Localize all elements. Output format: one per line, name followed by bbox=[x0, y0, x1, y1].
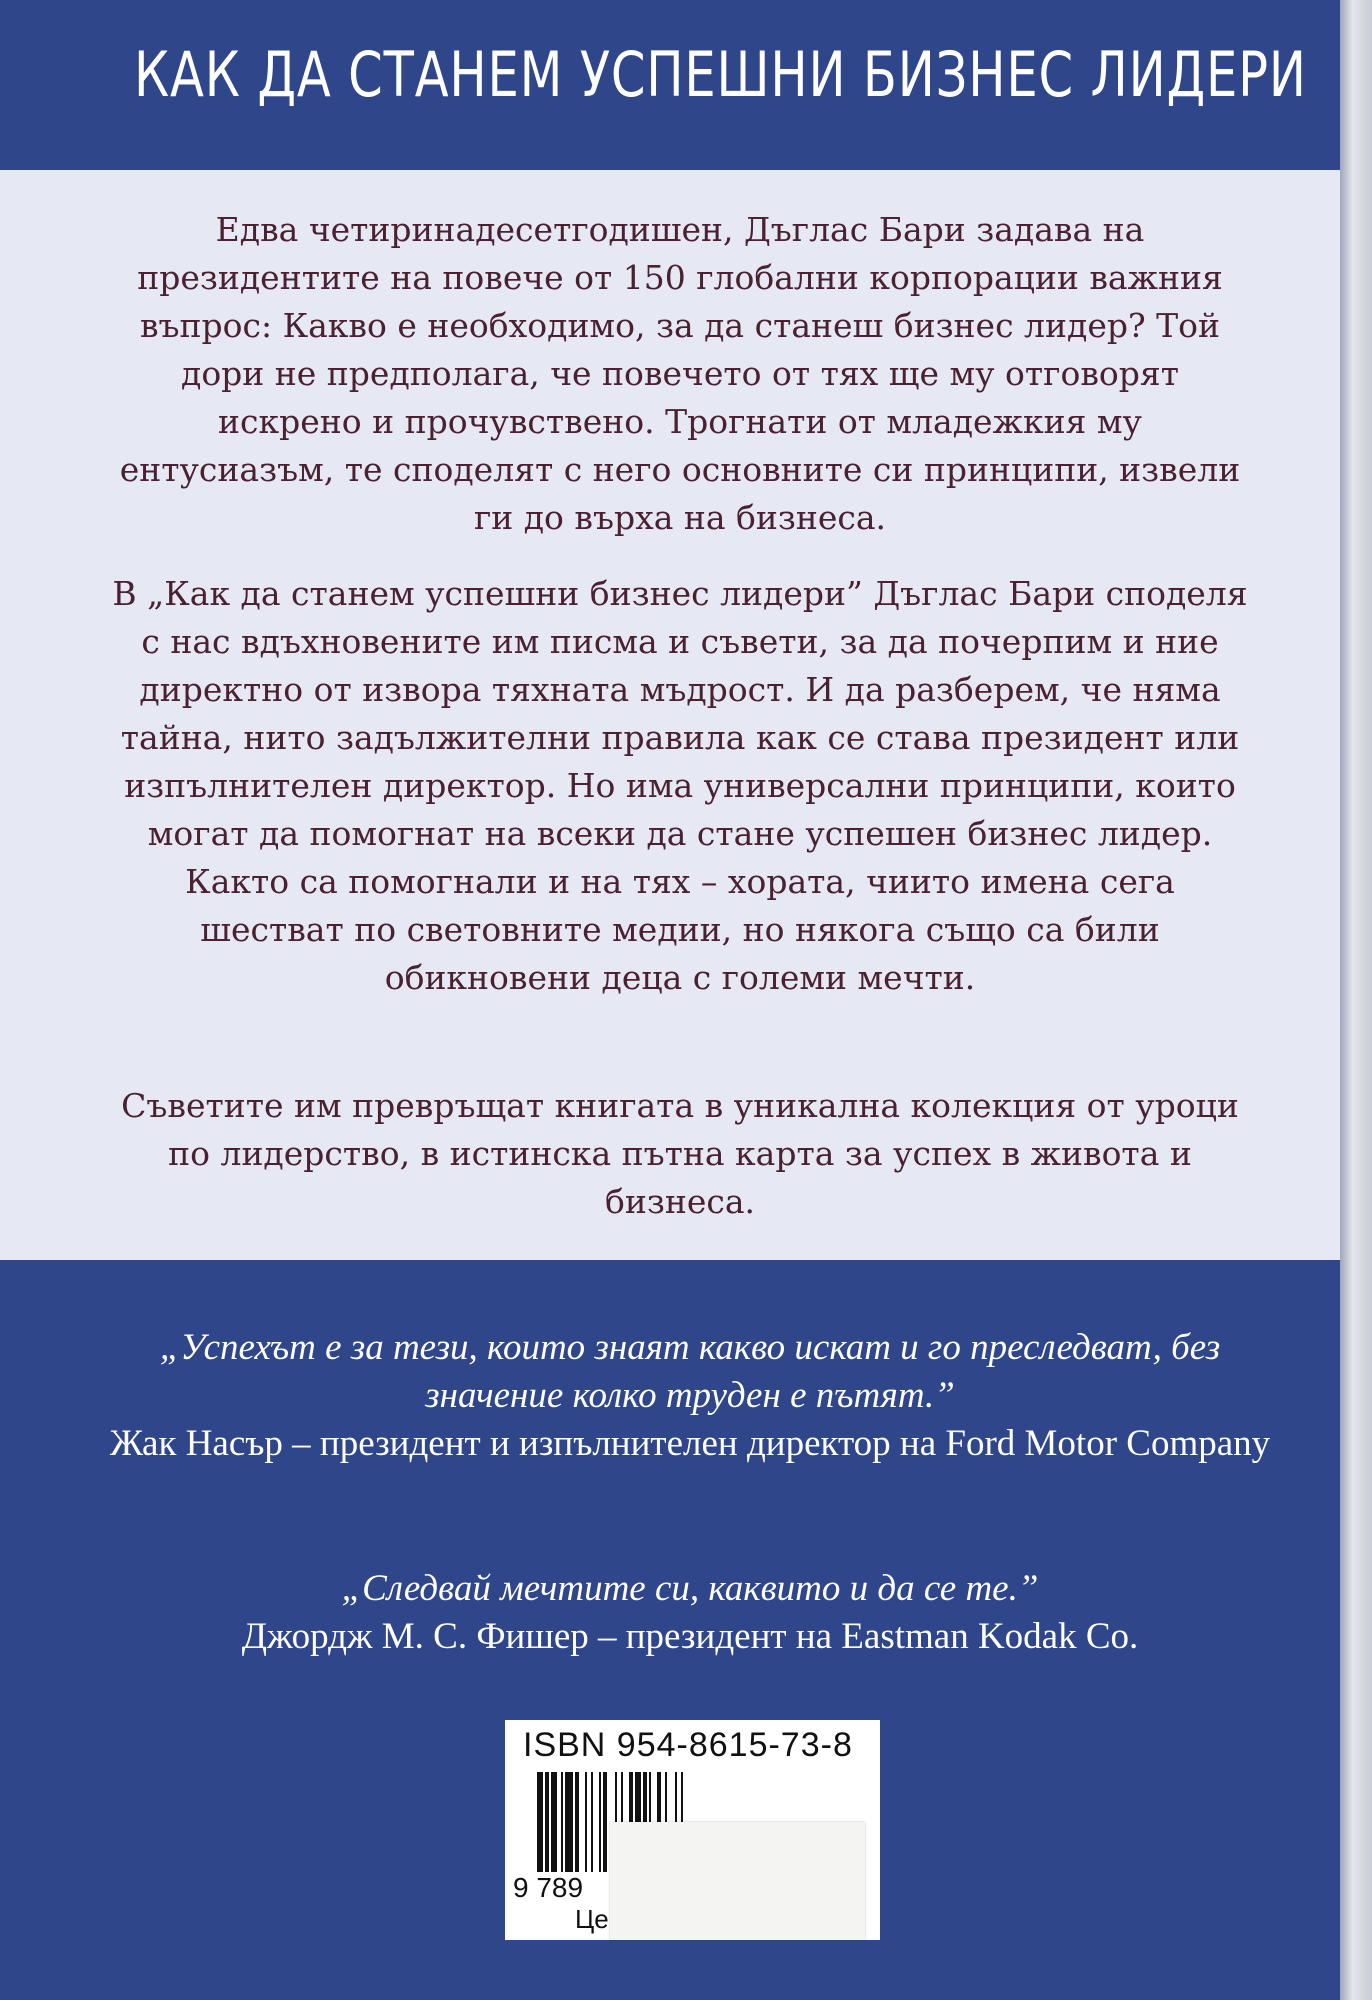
quote-1-italic: „Успехът е за тези, които знаят какво искат и го преследват, без значение колко труден е пътят.” bbox=[159, 1327, 1221, 1416]
quote-2-author: Джордж М. С. Фишер – президент на Eastman Kodak Co. bbox=[241, 1616, 1139, 1657]
page-edge bbox=[1340, 0, 1372, 2000]
description-paragraph-1: Едва четиринадесетгодишен, Дъглас Бари задава на президентите на повече от 150 глобални корпорации важния въпрос: Какво е необходимо, за да станеш бизнес лидер? Той дори не предполага, че повечето от тях ще му отговорят искрено и прочувствено. Трогнати от младежкия му ентусиазъм, те споделят с него основните си принципи, извели ги до върха на бизнеса. bbox=[119, 210, 1241, 537]
quote-1-author: Жак Насър – президент и изпълнителен директор на Ford Motor Company bbox=[109, 1423, 1271, 1464]
isbn-number: ISBN 954-8615-73-8 bbox=[523, 1726, 853, 1764]
book-title: КАК ДА СТАНЕМ УСПЕШНИ БИЗНЕС ЛИДЕРИ bbox=[134, 38, 1307, 111]
quote-2-text bbox=[100, 1565, 1280, 1613]
barcode-digits: 9 789 bbox=[513, 1872, 584, 1903]
price-label: Це bbox=[575, 1904, 609, 1934]
quote-2-italic: „Следвай мечтите си, каквито и да се те.” bbox=[341, 1568, 1039, 1609]
price-sticker bbox=[610, 1822, 865, 1940]
quote-1-text bbox=[100, 1324, 1280, 1420]
description-paragraph-3: Съветите им превръщат книгата в уникална колекция от уроци по лидерство, в истинска пътна карта за успех в живота и бизнеса. bbox=[121, 1086, 1239, 1221]
description-paragraph-2: В „Как да станем успешни бизнес лидери” Дъглас Бари споделя с нас вдъхновените им писма и съвети, за да почерпим и ние директно от извора тяхната мъдрост. И да разберем, че няма тайна, нито задължителни правила как се става президент или изпълнителен директор. Но има универсални принципи, които могат да помогнат на всеки да стане успешен бизнес лидер. Както са помогнали и на тях – хората, чиито имена сега шестват по световните медии, но някога също са били обикновени деца с големи мечти. bbox=[112, 574, 1248, 997]
